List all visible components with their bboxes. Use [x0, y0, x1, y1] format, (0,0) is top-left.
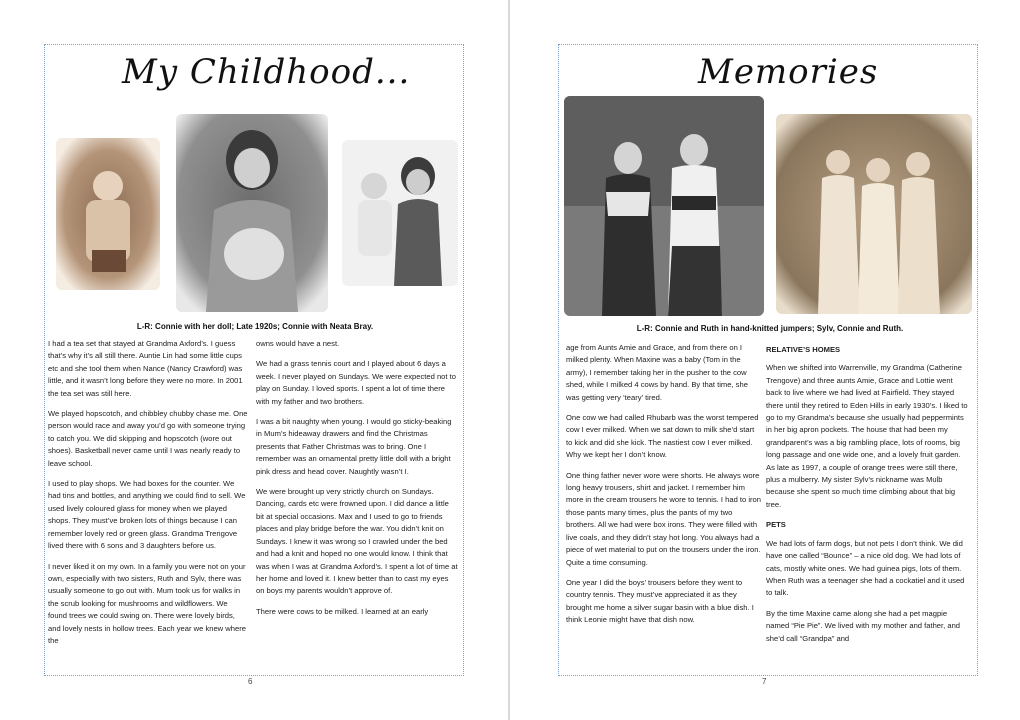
- photo-caption: L-R: Connie and Ruth in hand-knitted jumpers; Sylv, Connie and Ruth.: [636, 324, 904, 333]
- paragraph: We had a grass tennis court and I played about 6 days a week. I never played on Sundays. We were expected not to play on Sunday. I loved sports. I spent a lot of time there with my father and two brothers.: [256, 359, 456, 406]
- text-column-2: [256, 338, 458, 626]
- paragraph: I had a tea set that stayed at Grandma Axford’s. I guess that’s why it’s all still there. Auntie Lin had some little cups etc and she tool them when Nance (Nancy Crawford) was little, and it wasn’t long before they were no more. In 2001 the tea set was still here.: [48, 339, 243, 398]
- photo-connie-with-neata-bray: [342, 140, 458, 286]
- photo-connie-and-ruth: [564, 96, 764, 316]
- paragraph: We played hopscotch, and chibbley chubby chase me. One person would race and away you’d go with someone trying to catch you. We did skipping and hopscotch (wore out shoes). Basketball never came until I was nearly ready to leave school.: [48, 409, 248, 468]
- page-title: Memories: [698, 52, 879, 92]
- paragraph: When we shifted into Warrenville, my Grandma (Catherine Trengove) and three aunts Amie, Grace and Lottie went back to live where we had lived at Fairfield. They stayed there until they retired to Eden Hills in early 1930’s. I liked to go to my Grandma’s because she usually had peppermints in her big apron pockets. The house that had been my grandparent’s was a big rambling place, lots of rooms, big long passage and one wide one, and a lovely fruit garden. As late as 1997, a couple of orange trees were still there, plus a mulberry. My sister Sylv’s nickname was Mulb because she spent so much time climbing about that big tree.: [766, 363, 968, 509]
- paragraph: age from Aunts Amie and Grace, and from there on I milked plenty. When Maxine was a baby (Tom in the army), I remember taking her in the pusher to the cow shed, while I milked 4 cows by hand. By that time, she was getting very ‘teary’ tired.: [566, 343, 748, 402]
- section-heading: PETS: [766, 520, 786, 530]
- paragraph: We had lots of farm dogs, but not pets I don’t think. We did have one called “Bounce” – a nice old dog. We had lots of cats, mostly white ones. We had guinea pigs, lots of them. When Ruth was a teenager she had a cockatiel and it used to talk.: [766, 538, 965, 598]
- paragraph: I was a bit naughty when young. I would go sticky-beaking in Mum’s hideaway drawers and find the Christmas presents that Father Christmas was to bring. One I remember was an ornamental pretty little doll with a bright pink dress and head cover. Naughtly wasn’t I.: [256, 417, 452, 476]
- paragraph: One thing father never wore were shorts. He always wore long heavy trousers, shirt and jacket. I remember him more in the cream trousers he wore to tennis. I had to iron those pants many times, plus the pants of my two brothers. All we had were box irons. They were filled with live coals, and they didn’t stay hot long. You always had a piece of wet material to put on the trousers under the iron. Quite a time consuming.: [566, 470, 762, 567]
- photo-sylv-connie-ruth: [776, 114, 972, 314]
- page-title: My Childhood...: [122, 52, 411, 92]
- text-column-1: [48, 338, 248, 655]
- text-column-1: [566, 342, 762, 635]
- text-column-2: [766, 342, 968, 653]
- paragraph: One cow we had called Rhubarb was the worst tempered cow I ever milked. When we sat down to milk she’d start to kick and did she kick. The nastiest cow I ever milked. Why we kept her I don’t know.: [566, 413, 759, 460]
- section-heading: RELATIVE’S HOMES: [766, 345, 841, 354]
- paragraph: By the time Maxine came along she had a pet magpie named “Pie Pie”. We lived with my mother and father, and she’d call “Grandpa” and: [766, 608, 961, 643]
- photo-connie-with-doll: [56, 138, 160, 290]
- paragraph: owns would have a nest.: [256, 339, 340, 348]
- paragraph: One year I did the boys’ trousers before they went to country tennis. They must’ve appreciated it as they brought me home a silver sugar basin with a blue dish. I think Leonie might have that dish now.: [566, 577, 754, 625]
- paragraph: I never liked it on my own. In a family you were not on your own, especially with two sisters, Ruth and Sylv, there was usually someone to go out with. Mum took us for walks in the scrub looking for mushrooms and wildflowers. We found trees we could swing on. There were lovely birds, and lovely nests in hollow trees. Each year we knew where the: [48, 561, 246, 645]
- page-7: [510, 0, 1020, 720]
- page-6: [0, 0, 508, 720]
- paragraph: We were brought up very strictly church on Sundays. Dancing, cards etc were frowned upon. I did dance a little bit at special occasions. Max and I used to go to friends places and play bridge before the war. You didn’t knit on Sundays. I knew it was wrong so I crawled under the bed and had a knit and hoped no one would know. I think that was when I was at Grandma Axford’s. I spent a lot of time at her home and loved it. I knew better than to cast my eyes on boys my parents wouldn’t approve of.: [256, 487, 458, 596]
- page-number: 7: [762, 677, 767, 686]
- page-number: 6: [248, 677, 253, 686]
- photo-late-1920s: [176, 114, 328, 312]
- photo-caption: L-R: Connie with her doll; Late 1920s; Connie with Neata Bray.: [136, 322, 374, 331]
- paragraph: I used to play shops. We had boxes for the counter. We had tins and bottles, and anything we could find to sell. We used lively coloured glass for money when we played shops. They must’ve broken lots of things because I can remember lovely red or green glass. Grandma Trengove lived there with 6 sons and 3 daughters before us.: [48, 479, 246, 551]
- paragraph: There were cows to be milked. I learned at an early: [256, 606, 429, 616]
